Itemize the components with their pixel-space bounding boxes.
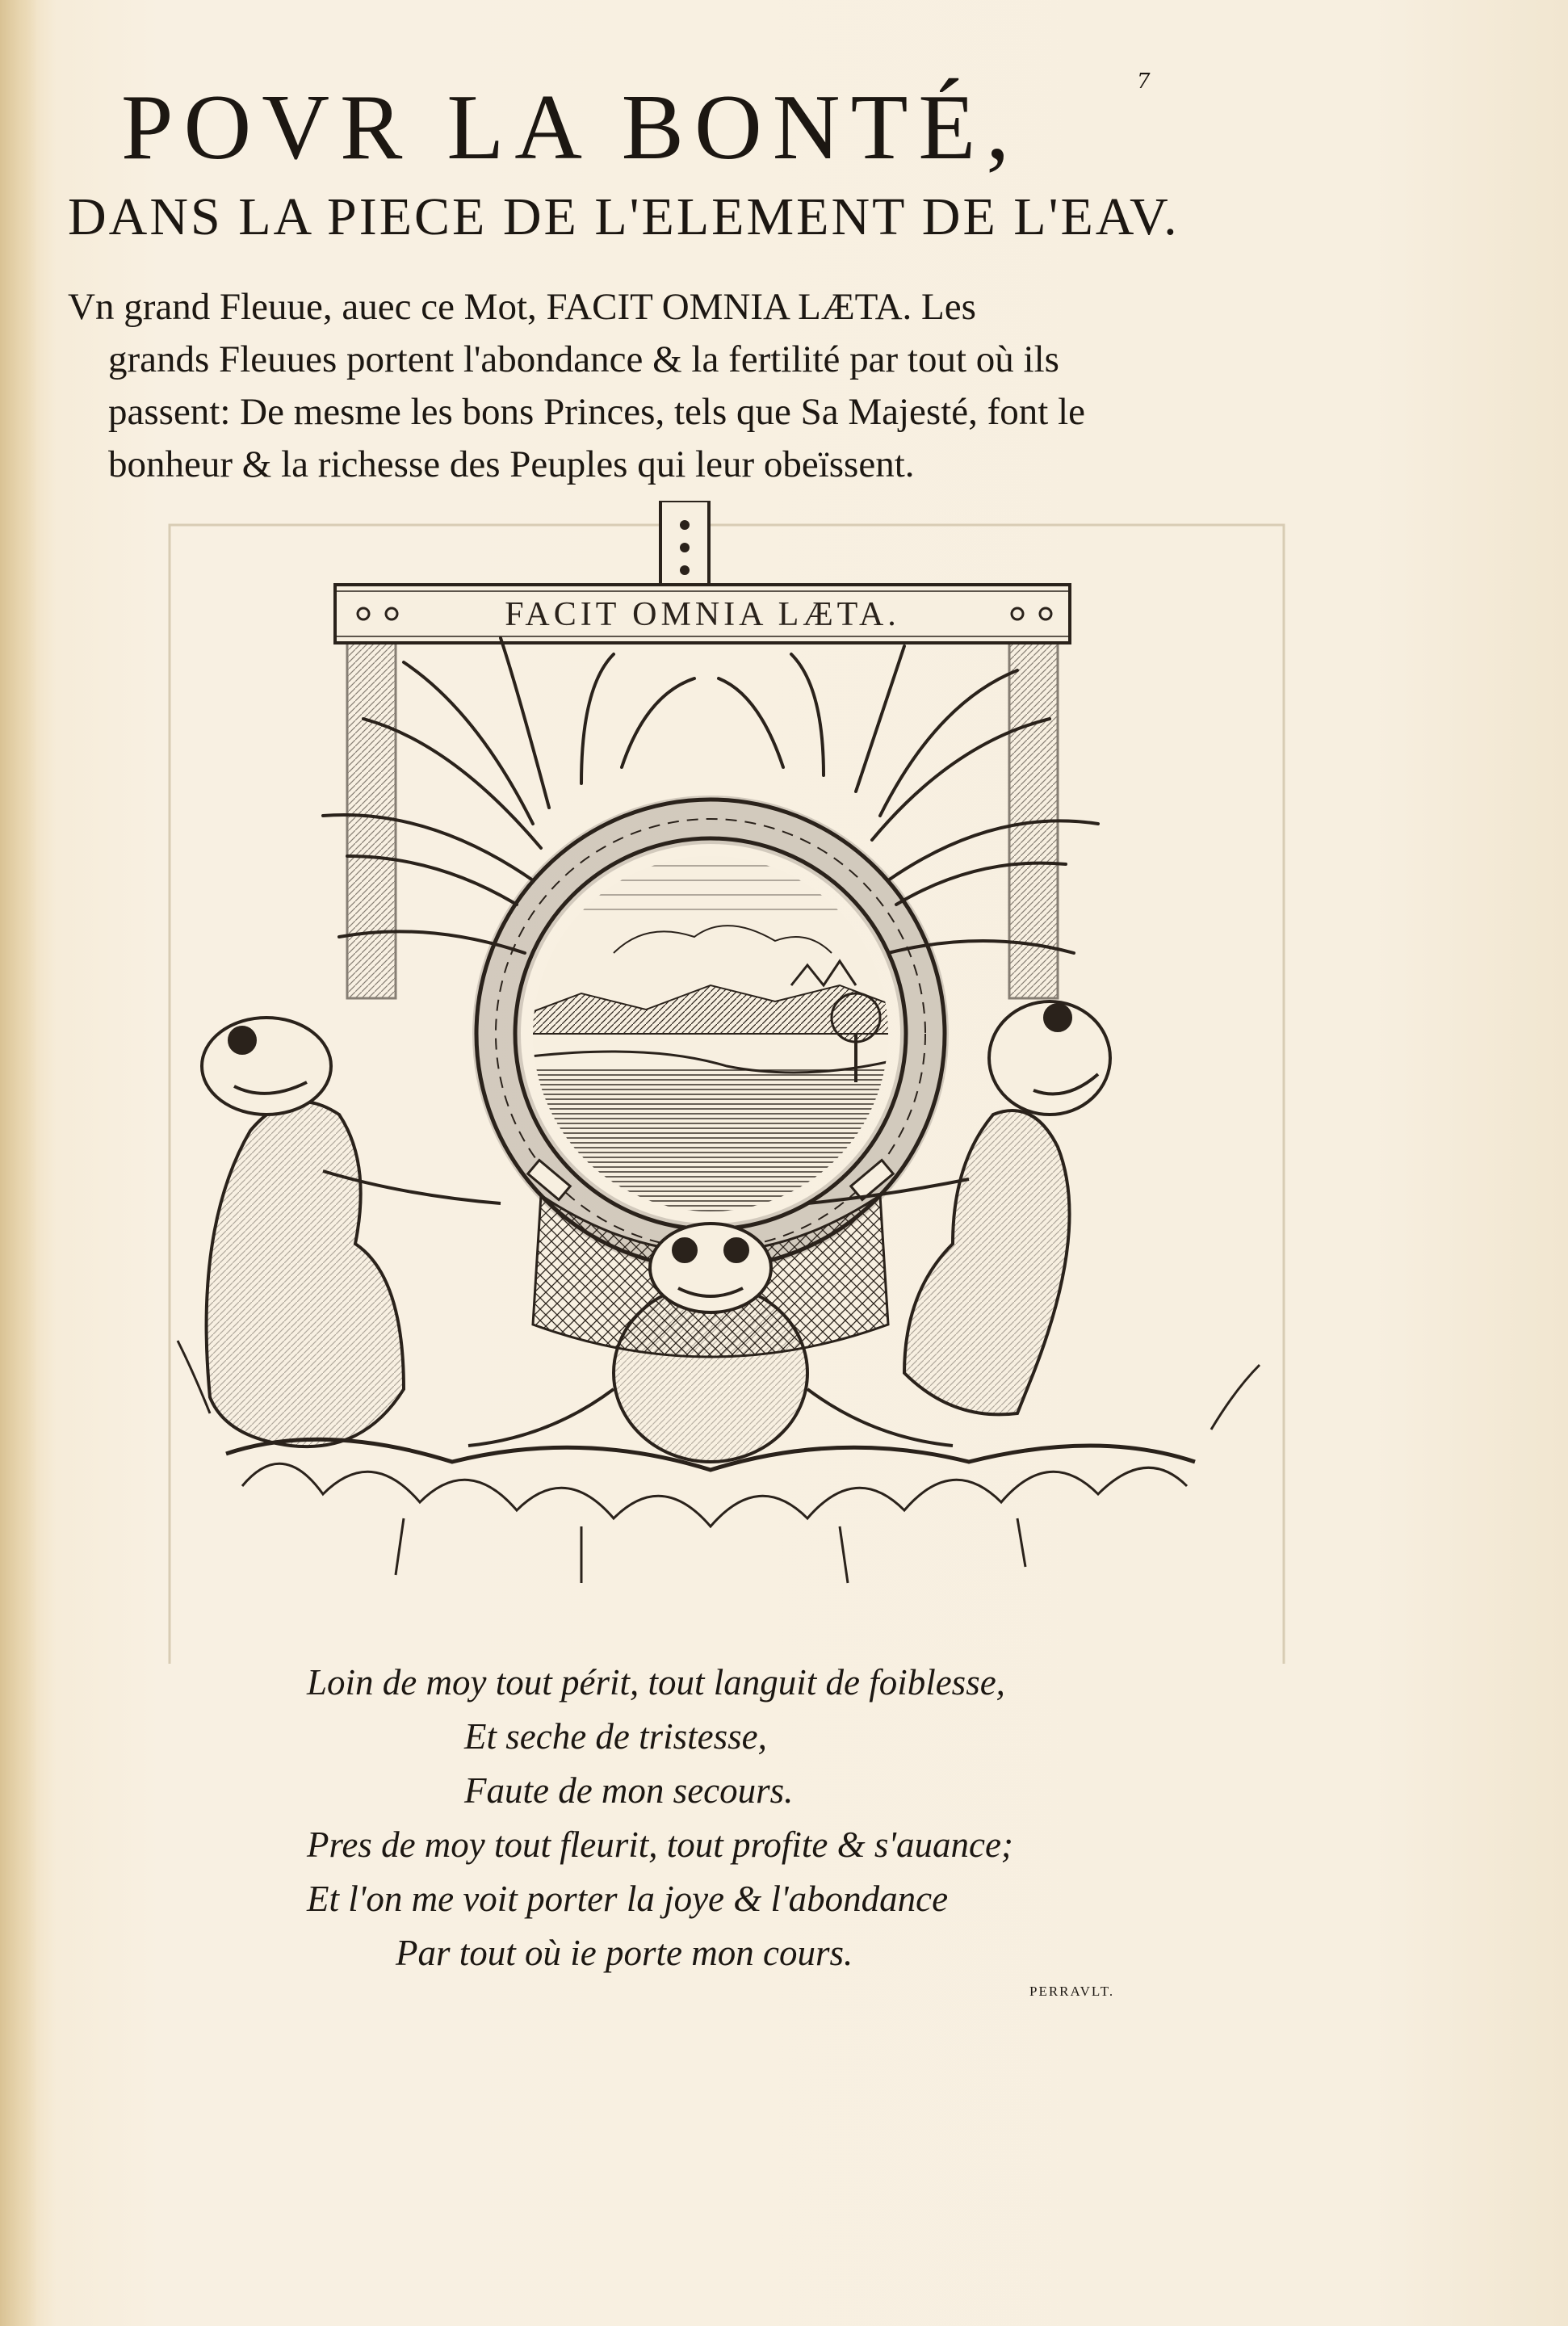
verse-line: Faute de mon secours. <box>464 1770 794 1811</box>
verse-stanza <box>307 1656 1276 1980</box>
verse-line: Pres de moy tout fleurit, tout profite & s'auance; <box>307 1824 1013 1865</box>
description-line: Vn grand Fleuue, auec ce Mot, FACIT OMNIA LÆTA. Les <box>68 286 976 328</box>
description-paragraph <box>68 281 1263 491</box>
description-line: passent: De mesme les bons Princes, tels que Sa Majesté, font le <box>108 391 1085 433</box>
signpost <box>660 501 709 590</box>
verse-line: Loin de moy tout périt, tout languit de foiblesse, <box>307 1662 1005 1703</box>
page-subtitle: DANS LA PIECE DE L'ELEMENT DE L'EAV. <box>68 187 1180 246</box>
left-frog <box>202 1018 501 1446</box>
engraving-illustration <box>161 501 1292 1664</box>
verse-line: Et l'on me voit porter la joye & l'abondance <box>307 1879 949 1919</box>
author-signature: PERRAVLT. <box>1029 1984 1115 1999</box>
page-title: POVR LA BONTÉ, <box>121 76 1021 179</box>
verse-line: Par tout où ie porte mon cours. <box>396 1933 853 1973</box>
description-line: grands Fleuues portent l'abondance & la fertilité par tout où ils <box>108 338 1059 380</box>
page-number: 7 <box>1137 69 1151 94</box>
engraving-motto: FACIT OMNIA LÆTA. <box>505 596 900 633</box>
verse-line: Et seche de tristesse, <box>464 1716 767 1757</box>
engraving-plate <box>161 501 1292 1664</box>
description-line: bonheur & la richesse des Peuples qui leur obeïssent. <box>108 443 915 485</box>
binding-gutter <box>0 0 37 2326</box>
